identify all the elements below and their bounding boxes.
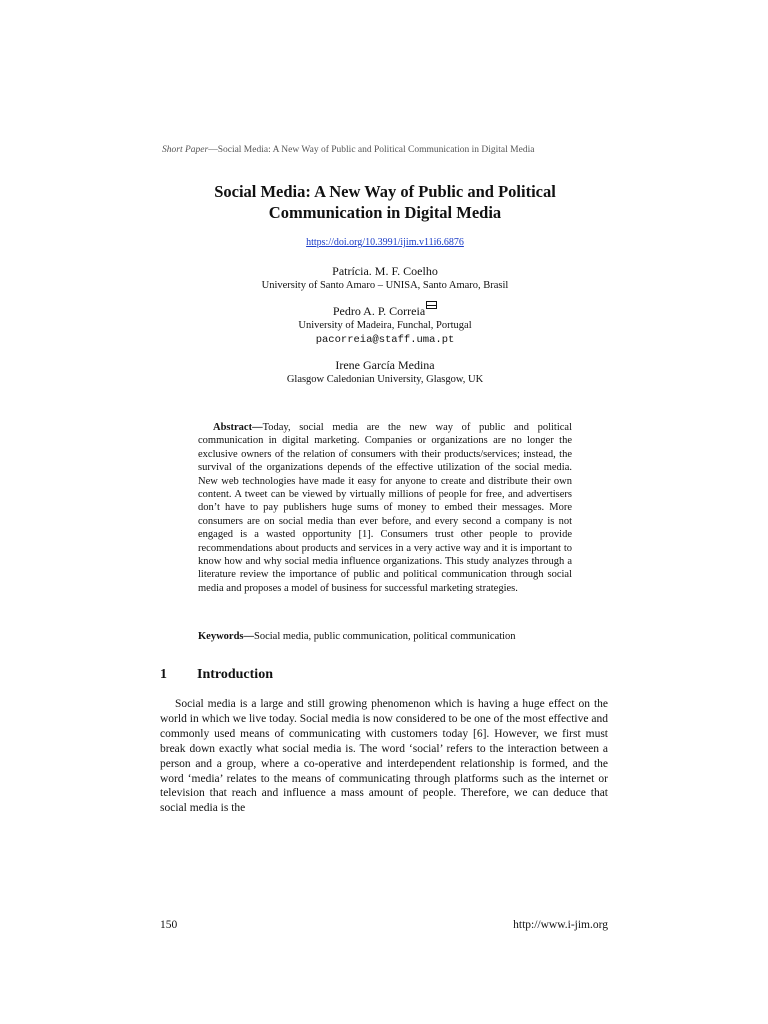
author-name: Pedro A. P. Correia [332,304,426,318]
author-name: Irene García Medina [335,358,435,372]
abstract-text: Today, social media are the new way of public and political communication in digital marketing. Companies or organizations are no longer the exclusive owners of the relation of consumers with their products/services; instead, the survival of the organizations depends of the effective utilization of the social media. New web technologies have made it easy for anyone to create and distribute their own content. A tweet can be viewed by virtually millions of people for free, and advertisers don’t have to pay publishers huge sums of money to embed their messages. More consumers are on social media than ever before, and every second a company is not engaged is a wasted opportunity [1]. Consumers trust other people to provide recommendations about products and services in a very active way and it is important to know how and why social media influence organizations. This study analyzes through a literature review the importance of public and political communication through social media and proposes a model of business for successful marketing strategies. [198,422,572,594]
journal-url[interactable]: http://www.i-jim.org [513,919,608,931]
abstract [198,421,572,595]
section-heading [160,667,273,683]
abstract-label: Abstract— [213,422,263,433]
page-number: 150 [160,919,178,931]
title-line-2: Communication in Digital Media [268,203,502,222]
body-paragraph: Social media is a large and still growing phenomenon which is having a huge effect on the world in which we live today. Social media is now considered to be one of the most effective and commonly used means of communicating with customers today [6]. However, we first must break down exactly what social media is. The word ‘social’ refers to the interaction between a person and a group, where a co-operative and interdependent relationship is formed, and the word ‘media’ relates to the means of communicating through platforms such as the internet or television that reach and influence a mass amount of people. Therefore, we can deduce that social media is the [160,698,608,815]
author-name: Patrícia. M. F. Coelho [332,264,438,278]
keywords [198,631,572,642]
keywords-text: Social media, public communication, political communication [254,631,516,642]
running-head [162,145,612,155]
author-affiliation: University of Santo Amaro – UNISA, Santo Amaro, Brasil [261,280,509,291]
author-block-2 [160,304,610,347]
running-head-label: Short Paper [162,145,209,155]
author-block-3 [160,358,610,387]
paper-title [160,181,610,223]
author-affiliation: Glasgow Caledonian University, Glasgow, UK [286,374,484,385]
author-affiliation: University of Madeira, Funchal, Portugal [298,320,472,331]
author-email[interactable]: pacorreia@staff.uma.pt [315,334,455,346]
author-block-1 [160,264,610,293]
envelope-icon [426,301,437,309]
keywords-label: Keywords— [198,631,254,642]
section-number: 1 [160,667,167,682]
doi-link[interactable]: https://doi.org/10.3991/ijim.v11i6.6876 [306,237,464,248]
section-title: Introduction [197,667,273,682]
title-line-1: Social Media: A New Way of Public and Political [214,182,556,201]
running-head-text: —Social Media: A New Way of Public and Political Communication in Digital Media [208,145,535,155]
